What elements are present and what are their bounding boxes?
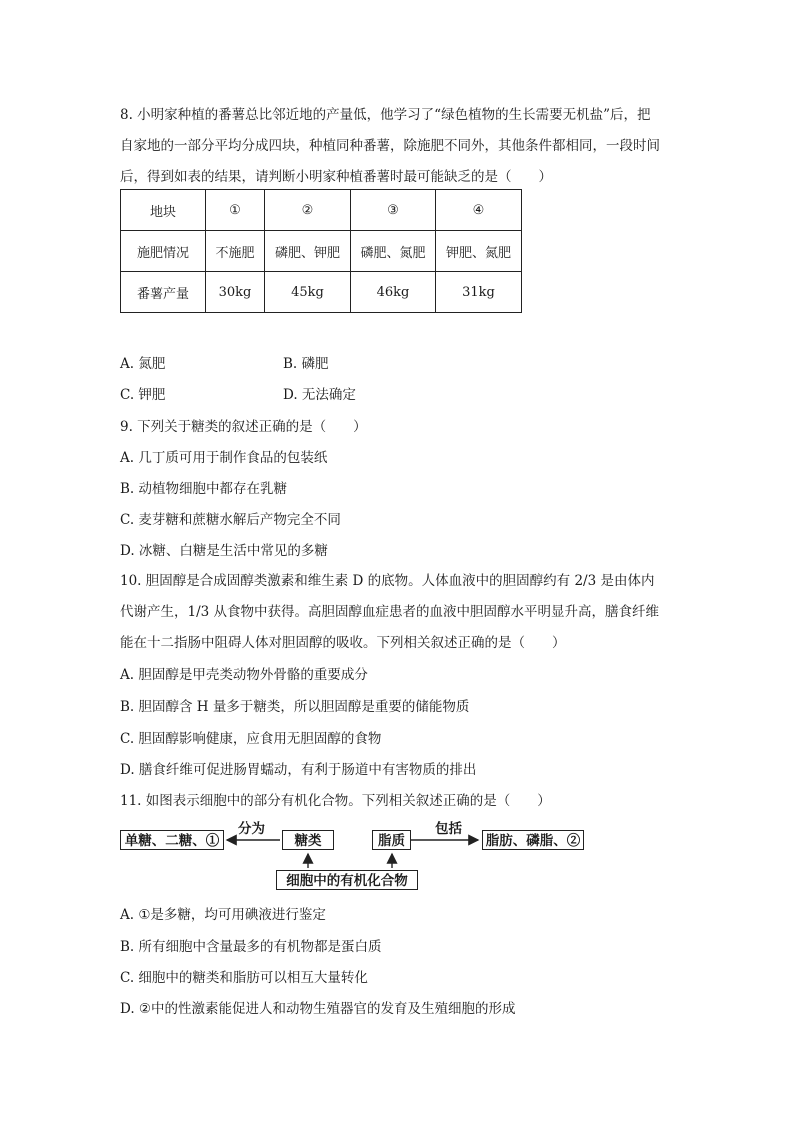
question-11-stem: 11. 如图表示细胞中的部分有机化合物。下列相关叙述正确的是（ ） <box>120 793 551 809</box>
q9-option-a[interactable]: A. 几丁质可用于制作食品的包装纸 <box>120 450 328 466</box>
q10-option-d[interactable]: D. 膳食纤维可促进肠胃蠕动，有利于肠道中有害物质的排出 <box>120 762 477 778</box>
table-cell: 30kg <box>206 272 265 313</box>
box-sugar-types: 单糖、二糖、① <box>120 830 224 850</box>
q11-option-d[interactable]: D. ②中的性激素能促进人和动物生殖器官的发育及生殖细胞的形成 <box>120 1001 516 1017</box>
table-cell: 31kg <box>436 272 522 313</box>
table-cell: 46kg <box>351 272 436 313</box>
q8-option-c[interactable]: C. 钾肥 <box>120 387 166 403</box>
box-lipid: 脂质 <box>372 830 411 850</box>
question-9-stem: 9. 下列关于糖类的叙述正确的是（ ） <box>120 419 367 435</box>
table-cell: ① <box>206 190 265 231</box>
q8-option-b[interactable]: B. 磷肥 <box>283 356 329 372</box>
question-10-line-2: 代谢产生，1/3 从食物中获得。高胆固醇血症患者的血液中胆固醇水平明显升高，膳食纤维 <box>120 604 660 620</box>
q11-option-c[interactable]: C. 细胞中的糖类和脂肪可以相互大量转化 <box>120 970 368 986</box>
question-8-line-3: 后，得到如表的结果，请判断小明家种植番薯时最可能缺乏的是（ ） <box>120 169 552 185</box>
q8-option-d[interactable]: D. 无法确定 <box>283 387 356 403</box>
table-cell: 番薯产量 <box>121 272 206 313</box>
box-lipid-types: 脂肪、磷脂、② <box>482 830 584 850</box>
label-include: 包括 <box>435 821 462 837</box>
q10-option-a[interactable]: A. 胆固醇是甲壳类动物外骨骼的重要成分 <box>120 667 368 683</box>
table-cell: 磷肥、氮肥 <box>351 231 436 272</box>
q10-option-c[interactable]: C. 胆固醇影响健康，应食用无胆固醇的食物 <box>120 731 382 747</box>
table-cell: 不施肥 <box>206 231 265 272</box>
box-sugar: 糖类 <box>282 830 334 850</box>
q9-option-b[interactable]: B. 动植物细胞中都存在乳糖 <box>120 481 288 497</box>
table-cell: 钾肥、氮肥 <box>436 231 522 272</box>
table-cell: ③ <box>351 190 436 231</box>
q9-option-d[interactable]: D. 冰糖、白糖是生活中常见的多糖 <box>120 543 328 559</box>
table-cell: 地块 <box>121 190 206 231</box>
question-8-line-1: 8. 小明家种植的番薯总比邻近地的产量低，他学习了“绿色植物的生长需要无机盐”后，把 <box>120 107 651 123</box>
table-cell: ② <box>265 190 351 231</box>
q11-option-b[interactable]: B. 所有细胞中含量最多的有机物都是蛋白质 <box>120 939 382 955</box>
question-10-line-1: 10. 胆固醇是合成固醇类激素和维生素 D 的底物。人体血液中的胆固醇约有 2/3 是由体内 <box>120 573 655 589</box>
table-cell: 磷肥、钾肥 <box>265 231 351 272</box>
q11-option-a[interactable]: A. ①是多糖，均可用碘液进行鉴定 <box>120 907 326 923</box>
question-8-line-2: 自家地的一部分平均分成四块，种植同种番薯，除施肥不同外，其他条件都相同，一段时间 <box>120 138 660 154</box>
q8-option-a[interactable]: A. 氮肥 <box>120 356 166 372</box>
label-divide: 分为 <box>238 821 265 837</box>
table-cell: 45kg <box>265 272 351 313</box>
q9-option-c[interactable]: C. 麦芽糖和蔗糖水解后产物完全不同 <box>120 512 341 528</box>
box-organic-compounds: 细胞中的有机化合物 <box>276 870 418 890</box>
q10-option-b[interactable]: B. 胆固醇含 H 量多于糖类，所以胆固醇是重要的储能物质 <box>120 699 470 715</box>
table-cell: ④ <box>436 190 522 231</box>
table-cell: 施肥情况 <box>121 231 206 272</box>
question-10-line-3: 能在十二指肠中阻碍人体对胆固醇的吸收。下列相关叙述正确的是（ ） <box>120 635 566 651</box>
